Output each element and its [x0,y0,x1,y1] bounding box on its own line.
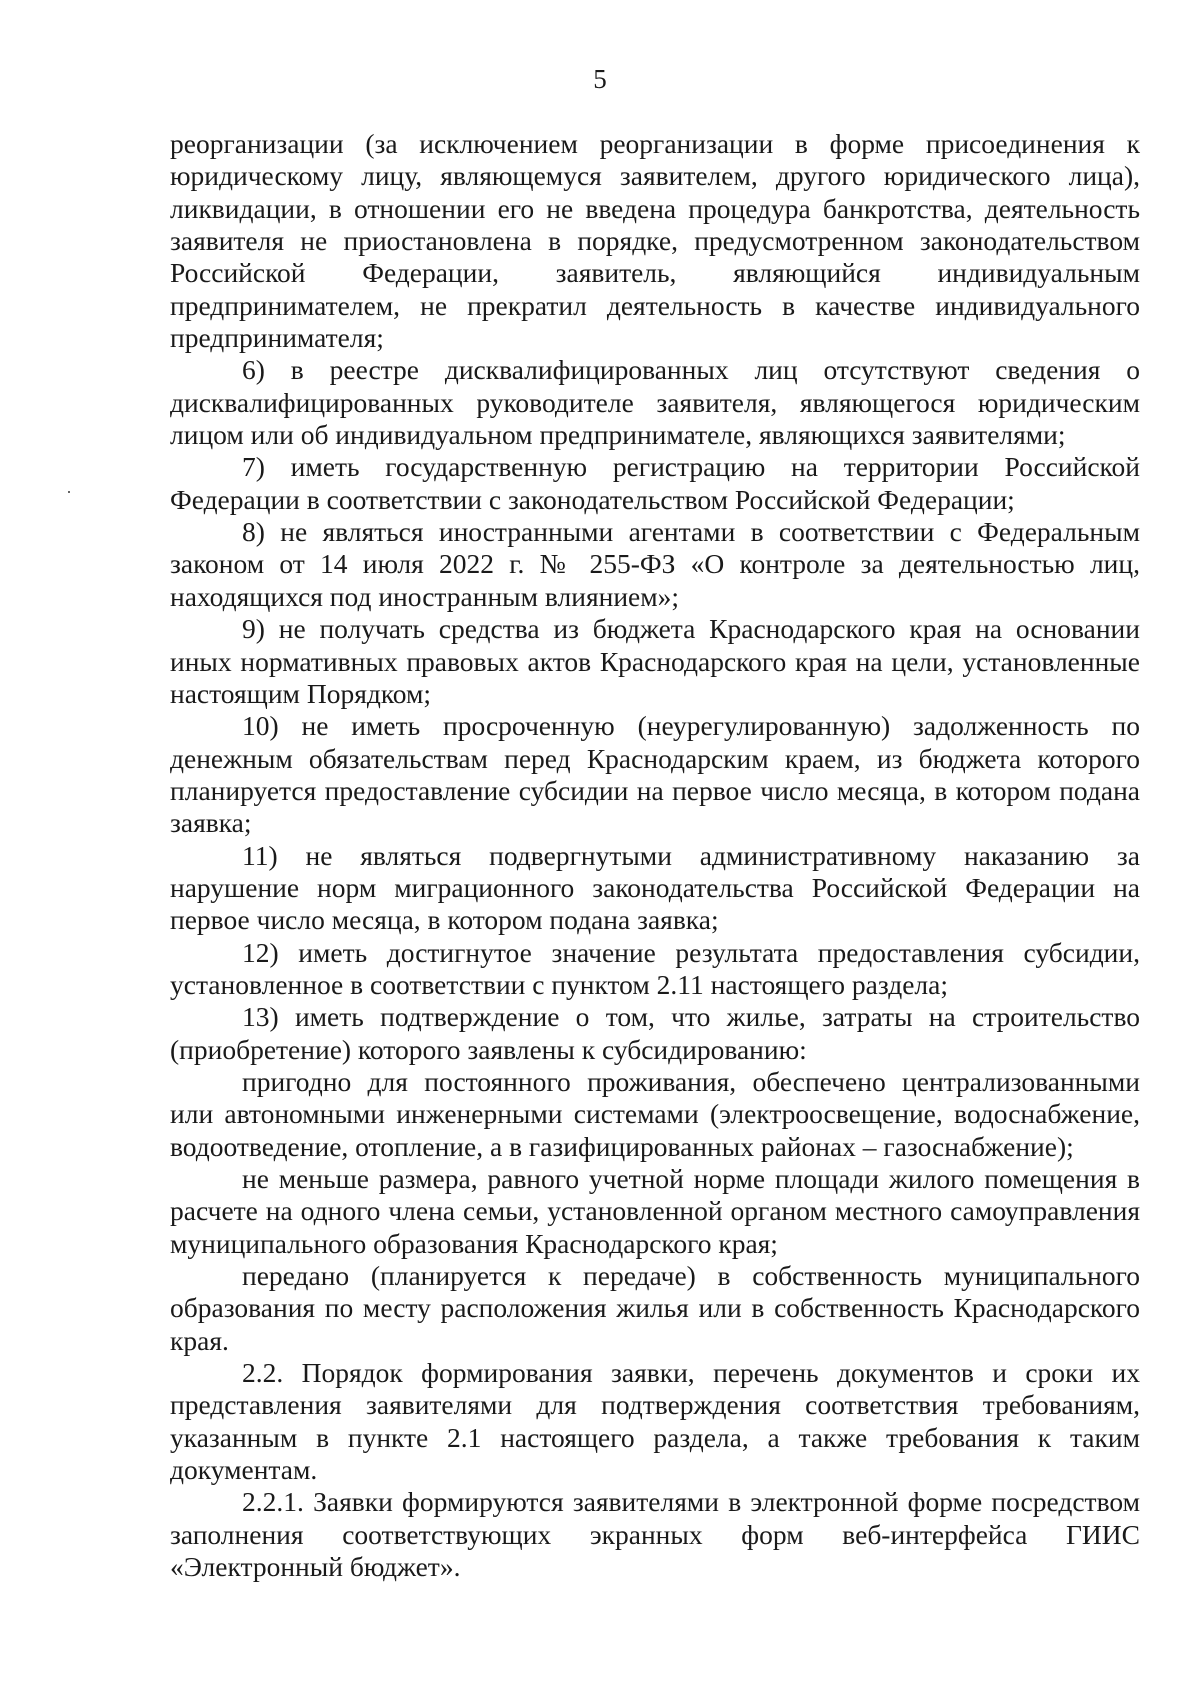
scan-speck [68,491,70,493]
paragraph-item-11: 11) не являться подвергнутыми административному наказанию за нарушение норм миграционного законодательства Российской Федерации на первое число месяца, в котором подана заявка; [170,839,1140,936]
paragraph-item-10: 10) не иметь просроченную (неурегулированную) задолженность по денежным обязательствам перед Краснодарским краем, из бюджета которого планируется предоставление субсидии на первое число месяца, в котором подана заявка; [170,710,1140,839]
paragraph-item-9: 9) не получать средства из бюджета Краснодарского края на основании иных нормативных правовых актов Краснодарского края на цели, установленные настоящим Порядком; [170,613,1140,709]
paragraph-section-2-2: 2.2. Порядок формирования заявки, перечень документов и сроки их представления заявителями для подтверждения соответствия требованиям, указанным в пункте 2.1 настоящего раздела, а также требования к таким документам. [170,1357,1140,1486]
paragraph-item-7: 7) иметь государственную регистрацию на территории Российской Федерации в соответствии с законодательством Российской Федерации; [170,451,1140,515]
paragraph-subitem-suitable: пригодно для постоянного проживания, обеспечено централизованными или автономными инженерными системами (электроосвещение, водоснабжение, водоотведение, отопление, а в газифицированных районах – газоснабжение); [170,1065,1140,1162]
paragraph-item-12: 12) иметь достигнутое значение результата предоставления субсидии, установленное в соответствии с пунктом 2.11 настоящего раздела; [170,936,1140,1000]
paragraph-item-13: 13) иметь подтверждение о том, что жилье, затраты на строительство (приобретение) которого заявлены к субсидированию: [170,1001,1140,1065]
paragraph-item-8: 8) не являться иностранными агентами в соответствии с Федеральным законом от 14 июля 2022 г. № 255-ФЗ «О контроле за деятельностью лиц, находящихся под иностранным влиянием»; [170,516,1140,612]
paragraph-subitem-ownership: передано (планируется к передаче) в собственность муниципального образования по месту расположения жилья или в собственность Краснодарского края. [170,1260,1140,1356]
paragraph-continuation: реорганизации (за исключением реорганизации в форме присоединения к юридическому лицу, являющемуся заявителем, другого юридического лица), ликвидации, в отношении его не введена процедура банкротства, деятельность заявителя не приостановлена в порядке, предусмотренном законодательством Российской Федерации, заявитель, являющийся индивидуальным предпринимателем, не прекратил деятельность в качестве индивидуального предпринимателя; [170,128,1140,354]
page-number: 5 [593,64,607,94]
paragraph-section-2-2-1: 2.2.1. Заявки формируются заявителями в электронной форме посредством заполнения соответствующих экранных форм веб-интерфейса ГИИС «Электронный бюджет». [170,1486,1140,1583]
paragraph-item-6: 6) в реестре дисквалифицированных лиц отсутствуют сведения о дисквалифицированных руководителе заявителя, являющегося юридическим лицом или об индивидуальном предпринимателе, являющихся заявителями; [170,354,1140,451]
document-body [170,128,1140,1583]
paragraph-subitem-size: не меньше размера, равного учетной норме площади жилого помещения в расчете на одного члена семьи, установленной органом местного самоуправления муниципального образования Краснодарского края; [170,1163,1140,1259]
